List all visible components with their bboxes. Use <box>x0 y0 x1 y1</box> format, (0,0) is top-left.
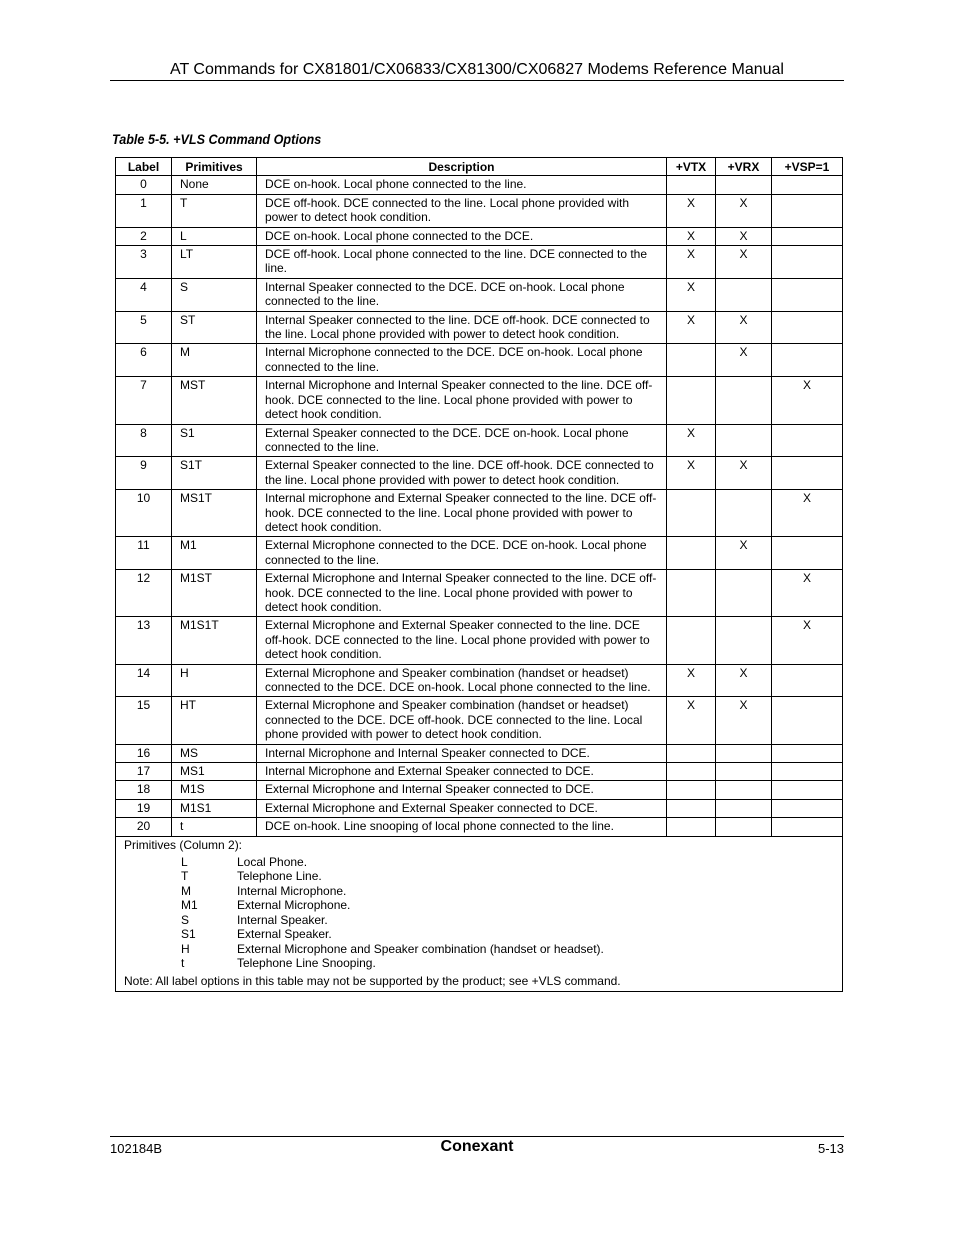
cell-vrx: X <box>716 457 772 490</box>
table-row <box>116 457 843 490</box>
cell-vrx <box>716 818 772 836</box>
cell-vsp <box>772 744 843 762</box>
cell-label: 13 <box>116 617 172 664</box>
cell-primitives: M1S <box>172 781 257 799</box>
legend-meaning: Telephone Line. <box>237 869 322 884</box>
legend-meaning: Internal Microphone. <box>237 883 347 898</box>
cell-primitives: M1S1T <box>172 617 257 664</box>
cell-description: DCE off-hook. DCE connected to the line. Local phone provided with power to detect hook condition. <box>257 194 667 227</box>
cell-vsp <box>772 344 843 377</box>
cell-vsp <box>772 246 843 279</box>
cell-label: 20 <box>116 818 172 836</box>
legend-item <box>181 913 834 927</box>
cell-label: 8 <box>116 424 172 457</box>
legend-item <box>181 942 834 956</box>
cell-vsp: X <box>772 490 843 537</box>
cell-description: External Microphone and Internal Speaker connected to DCE. <box>257 781 667 799</box>
cell-label: 17 <box>116 763 172 781</box>
table-caption: Table 5-5. +VLS Command Options <box>112 131 322 147</box>
header-vsp: +VSP=1 <box>772 158 843 176</box>
cell-label: 3 <box>116 246 172 279</box>
legend-meaning: Internal Speaker. <box>237 912 328 927</box>
table-row <box>116 490 843 537</box>
legend-code: T <box>181 869 189 884</box>
cell-vsp <box>772 818 843 836</box>
cell-label: 9 <box>116 457 172 490</box>
cell-vtx <box>667 176 716 194</box>
table-row <box>116 763 843 781</box>
header-description: Description <box>257 158 667 176</box>
cell-label: 5 <box>116 311 172 344</box>
cell-vtx: X <box>667 311 716 344</box>
cell-description: DCE on-hook. Line snooping of local phone connected to the line. <box>257 818 667 836</box>
table-body <box>116 176 843 836</box>
table-header-row <box>116 158 843 176</box>
cell-vrx: X <box>716 344 772 377</box>
cell-vtx: X <box>667 278 716 311</box>
cell-label: 7 <box>116 377 172 424</box>
cell-description: External Speaker connected to the line. DCE off-hook. DCE connected to the line. Local phone provided with power to detect hook condition. <box>257 457 667 490</box>
cell-primitives: L <box>172 227 257 245</box>
cell-vtx <box>667 537 716 570</box>
cell-vtx <box>667 490 716 537</box>
cell-primitives: M1ST <box>172 570 257 617</box>
cell-primitives: t <box>172 818 257 836</box>
cell-vrx <box>716 424 772 457</box>
legend-code: L <box>181 855 188 870</box>
table-row <box>116 424 843 457</box>
legend-code: S1 <box>181 927 196 942</box>
table-row <box>116 570 843 617</box>
cell-vtx <box>667 617 716 664</box>
cell-description: External Microphone connected to the DCE. DCE on-hook. Local phone connected to the line. <box>257 537 667 570</box>
table-row <box>116 744 843 762</box>
cell-primitives: MST <box>172 377 257 424</box>
cell-vsp <box>772 278 843 311</box>
cell-label: 15 <box>116 697 172 744</box>
legend-item <box>181 898 834 912</box>
cell-primitives: T <box>172 194 257 227</box>
legend-item <box>181 956 834 970</box>
cell-description: Internal Microphone and Internal Speaker connected to DCE. <box>257 744 667 762</box>
table-row <box>116 246 843 279</box>
legend-code: M1 <box>181 898 198 913</box>
cell-primitives: H <box>172 664 257 697</box>
cell-description: External Microphone and External Speaker connected to DCE. <box>257 799 667 817</box>
cell-label: 14 <box>116 664 172 697</box>
footer-divider <box>110 1136 844 1137</box>
footer-company: Conexant <box>440 1138 514 1155</box>
cell-primitives: M1 <box>172 537 257 570</box>
cell-vrx <box>716 744 772 762</box>
cell-vsp <box>772 664 843 697</box>
cell-primitives: MS1 <box>172 763 257 781</box>
cell-vsp <box>772 176 843 194</box>
cell-description: DCE on-hook. Local phone connected to the line. <box>257 176 667 194</box>
cell-vtx: X <box>667 227 716 245</box>
legend-meaning: Local Phone. <box>237 855 308 870</box>
cell-primitives: None <box>172 176 257 194</box>
legend-code: S <box>181 912 190 927</box>
cell-vsp <box>772 311 843 344</box>
cell-vrx: X <box>716 246 772 279</box>
cell-vrx: X <box>716 311 772 344</box>
cell-vrx <box>716 763 772 781</box>
header-divider <box>110 80 844 81</box>
primitives-legend <box>181 855 834 970</box>
page-header-title: AT Commands for CX81801/CX06833/CX81300/CX06827 Modems Reference Manual <box>170 61 784 78</box>
cell-description: Internal Speaker connected to the line. DCE off-hook. DCE connected to the line. Local phone provided with power to detect hook condition. <box>257 311 667 344</box>
cell-description: External Microphone and Internal Speaker connected to the line. DCE off-hook. DCE connected to the line. Local phone provided with power to detect hook condition. <box>257 570 667 617</box>
cell-vsp <box>772 537 843 570</box>
table-row <box>116 311 843 344</box>
cell-primitives: ST <box>172 311 257 344</box>
table-row <box>116 799 843 817</box>
cell-vtx <box>667 818 716 836</box>
cell-vtx: X <box>667 194 716 227</box>
table-row <box>116 227 843 245</box>
cell-vrx <box>716 176 772 194</box>
cell-description: Internal microphone and External Speaker connected to the line. DCE off-hook. DCE connected to the line. Local phone provided with power to detect hook condition. <box>257 490 667 537</box>
table-row <box>116 697 843 744</box>
cell-label: 11 <box>116 537 172 570</box>
cell-vtx <box>667 377 716 424</box>
cell-primitives: MS1T <box>172 490 257 537</box>
legend-meaning: External Microphone. <box>237 898 351 913</box>
cell-vtx <box>667 799 716 817</box>
cell-vsp <box>772 424 843 457</box>
cell-vtx: X <box>667 424 716 457</box>
cell-vrx: X <box>716 697 772 744</box>
cell-vrx <box>716 490 772 537</box>
cell-vtx: X <box>667 664 716 697</box>
legend-meaning: External Microphone and Speaker combination (handset or headset). <box>237 941 604 956</box>
table-row <box>116 818 843 836</box>
cell-description: Internal Microphone and Internal Speaker connected to the line. DCE off-hook. DCE connected to the line. Local phone provided with power to detect hook condition. <box>257 377 667 424</box>
support-note: Note: All label options in this table may not be supported by the product; see +VLS command. <box>124 974 621 989</box>
cell-primitives: HT <box>172 697 257 744</box>
table-row <box>116 617 843 664</box>
cell-vtx: X <box>667 246 716 279</box>
table-row <box>116 176 843 194</box>
cell-vsp: X <box>772 377 843 424</box>
cell-vsp <box>772 457 843 490</box>
cell-description: Internal Speaker connected to the DCE. DCE on-hook. Local phone connected to the line. <box>257 278 667 311</box>
table-row <box>116 781 843 799</box>
cell-primitives: LT <box>172 246 257 279</box>
cell-label: 19 <box>116 799 172 817</box>
cell-vrx <box>716 570 772 617</box>
legend-code: H <box>181 941 190 956</box>
cell-vsp <box>772 697 843 744</box>
cell-vtx <box>667 763 716 781</box>
cell-label: 6 <box>116 344 172 377</box>
cell-vrx: X <box>716 664 772 697</box>
cell-vrx: X <box>716 194 772 227</box>
table-row <box>116 377 843 424</box>
table-notes-row <box>116 836 843 991</box>
cell-label: 16 <box>116 744 172 762</box>
cell-vsp: X <box>772 570 843 617</box>
cell-vsp <box>772 763 843 781</box>
cell-vsp <box>772 799 843 817</box>
table-row <box>116 278 843 311</box>
cell-label: 4 <box>116 278 172 311</box>
cell-description: External Microphone and External Speaker connected to the line. DCE off-hook. DCE connected to the line. Local phone provided with power to detect hook condition. <box>257 617 667 664</box>
cell-primitives: MS <box>172 744 257 762</box>
table-row <box>116 194 843 227</box>
cell-vsp: X <box>772 617 843 664</box>
cell-label: 1 <box>116 194 172 227</box>
legend-item <box>181 869 834 883</box>
cell-vtx <box>667 781 716 799</box>
cell-description: Internal Microphone connected to the DCE. DCE on-hook. Local phone connected to the line. <box>257 344 667 377</box>
cell-primitives: S1 <box>172 424 257 457</box>
cell-vrx <box>716 799 772 817</box>
cell-primitives: S <box>172 278 257 311</box>
cell-vsp <box>772 781 843 799</box>
cell-label: 10 <box>116 490 172 537</box>
table-row <box>116 664 843 697</box>
cell-label: 18 <box>116 781 172 799</box>
cell-description: External Microphone and Speaker combination (handset or headset) connected to the DCE. DCE on-hook. Local phone connected to the line. <box>257 664 667 697</box>
cell-vtx <box>667 744 716 762</box>
cell-primitives: M <box>172 344 257 377</box>
cell-vrx: X <box>716 537 772 570</box>
legend-meaning: External Speaker. <box>237 927 332 942</box>
footer-doc-number: 102184B <box>110 1141 163 1156</box>
cell-description: DCE on-hook. Local phone connected to the DCE. <box>257 227 667 245</box>
table-notes <box>116 836 843 991</box>
cell-vsp <box>772 227 843 245</box>
cell-vrx <box>716 781 772 799</box>
legend-item <box>181 884 834 898</box>
legend-code: t <box>181 955 185 970</box>
cell-description: External Speaker connected to the DCE. DCE on-hook. Local phone connected to the line. <box>257 424 667 457</box>
header-primitives: Primitives <box>172 158 257 176</box>
cell-label: 2 <box>116 227 172 245</box>
header-vrx: +VRX <box>716 158 772 176</box>
cell-description: DCE off-hook. Local phone connected to the line. DCE connected to the line. <box>257 246 667 279</box>
legend-item <box>181 927 834 941</box>
legend-meaning: Telephone Line Snooping. <box>237 955 376 970</box>
header-vtx: +VTX <box>667 158 716 176</box>
cell-vrx <box>716 377 772 424</box>
vls-options-table <box>115 157 843 992</box>
table-row <box>116 344 843 377</box>
cell-primitives: M1S1 <box>172 799 257 817</box>
cell-description: External Microphone and Speaker combination (handset or headset) connected to the DCE. DCE off-hook. DCE connected to the line. Local phone provided with power to detect hook condition. <box>257 697 667 744</box>
legend-code: M <box>181 883 191 898</box>
table-row <box>116 537 843 570</box>
cell-vtx: X <box>667 457 716 490</box>
cell-label: 0 <box>116 176 172 194</box>
cell-vrx: X <box>716 227 772 245</box>
cell-label: 12 <box>116 570 172 617</box>
cell-description: Internal Microphone and External Speaker connected to DCE. <box>257 763 667 781</box>
cell-primitives: S1T <box>172 457 257 490</box>
cell-vsp <box>772 194 843 227</box>
cell-vtx: X <box>667 697 716 744</box>
cell-vrx <box>716 278 772 311</box>
cell-vtx <box>667 344 716 377</box>
header-label: Label <box>116 158 172 176</box>
legend-item <box>181 855 834 869</box>
cell-vtx <box>667 570 716 617</box>
footer-page-number: 5-13 <box>817 1141 844 1156</box>
primitives-title: Primitives (Column 2): <box>124 837 243 852</box>
cell-vrx <box>716 617 772 664</box>
